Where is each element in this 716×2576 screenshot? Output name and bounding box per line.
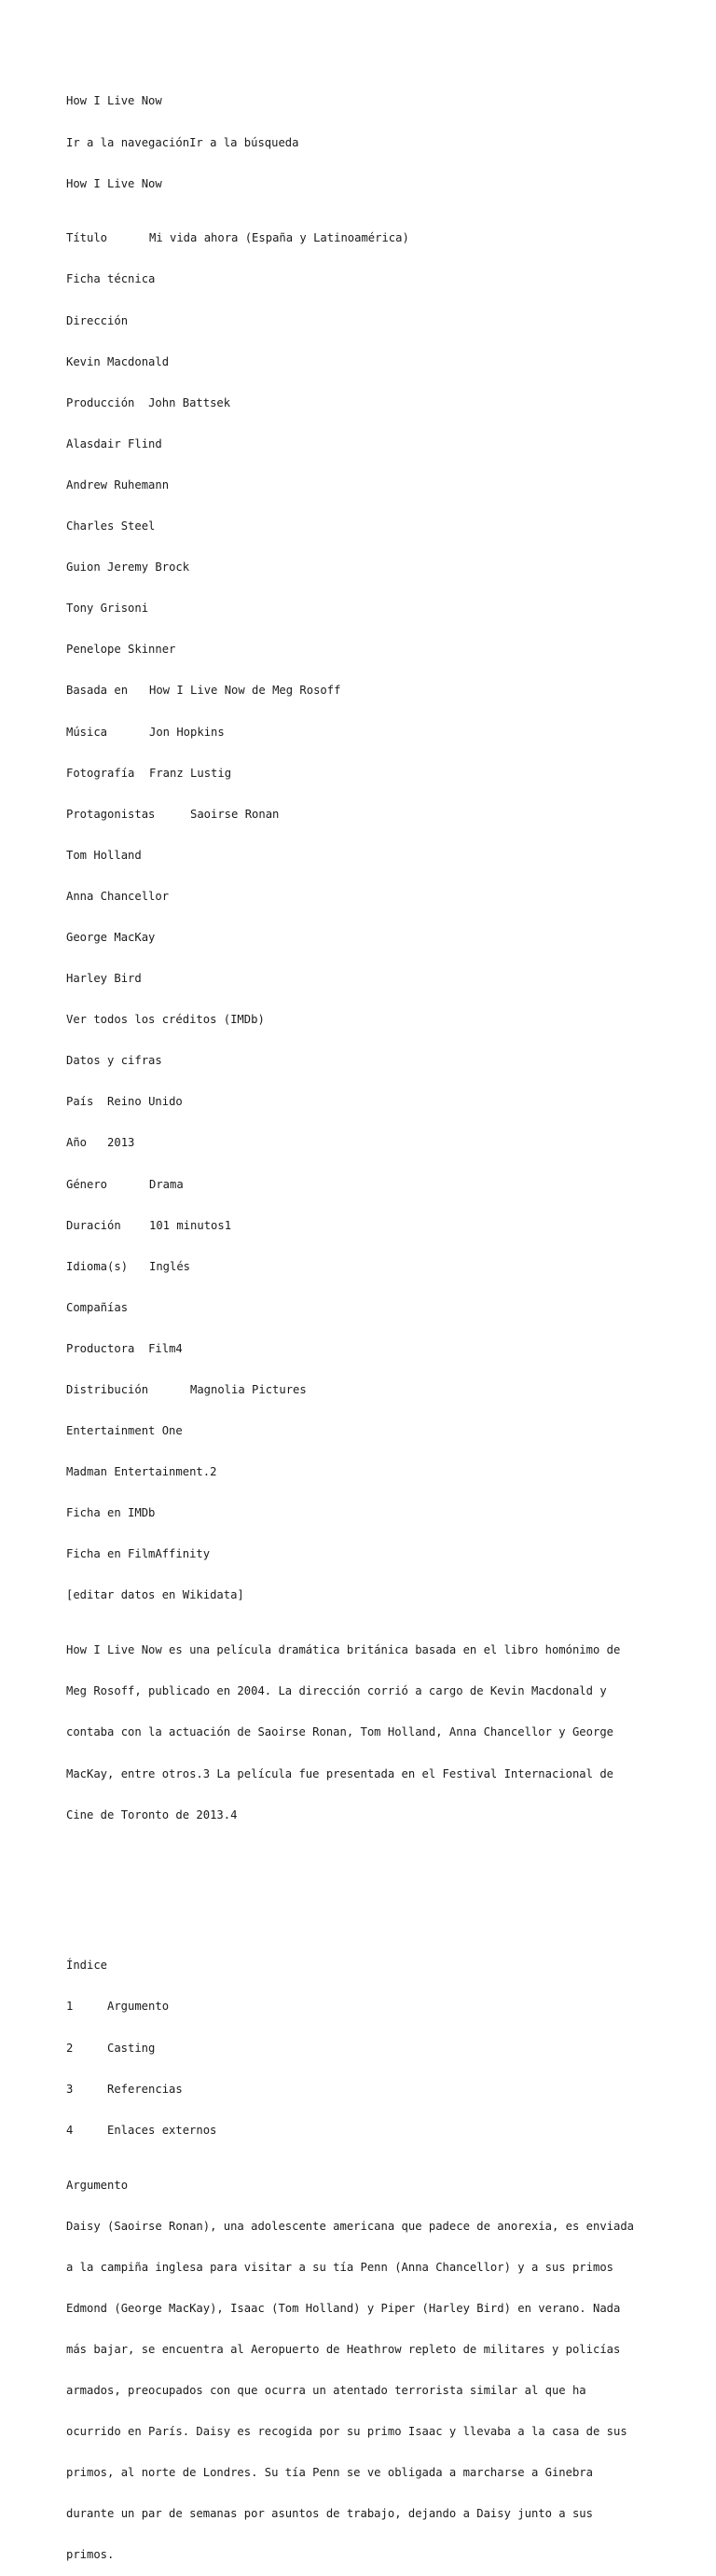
argumento-paragraph-line: ocurrido en París. Daisy es recogida por su primo Isaac y llevaba a la casa de sus <box>66 2425 627 2439</box>
guion-label: Guion <box>66 561 101 575</box>
page-title: How I Live Now <box>66 94 162 108</box>
toc-item-number: 1 <box>66 2000 74 2014</box>
infobox-row-basada-en <box>66 684 663 698</box>
infobox-row-guion <box>66 561 663 575</box>
intro-paragraph-line: contaba con la actuación de Saoirse Ronan, Tom Holland, Anna Chancellor y George <box>66 1725 613 1739</box>
produccion-item[interactable]: Andrew Ruhemann <box>66 478 170 492</box>
produccion-item[interactable]: Charles Steel <box>66 519 156 533</box>
basada-en-value[interactable]: How I Live Now de Meg Rosoff <box>149 684 341 698</box>
argumento-paragraph-line: primos. <box>66 2548 115 2562</box>
protagonista-item[interactable]: George MacKay <box>66 930 156 944</box>
protagonista-item[interactable]: Tom Holland <box>66 848 142 862</box>
section-heading-argumento: Argumento <box>66 2178 129 2192</box>
intro-paragraph-line: Meg Rosoff, publicado en 2004. La dirección corrió a cargo de Kevin Macdonald y <box>66 1684 607 1698</box>
toc-title: Índice <box>66 1959 108 1973</box>
intro-paragraph-line: How I Live Now es una película dramática británica basada en el libro homónimo de <box>66 1643 621 1657</box>
protagonistas-value[interactable]: Saoirse Ronan <box>190 807 280 821</box>
infobox-row-anio <box>66 1136 663 1150</box>
direccion-value[interactable]: Kevin Macdonald <box>66 354 170 368</box>
anio-value[interactable]: 2013 <box>107 1136 135 1150</box>
infobox-row-protagonistas <box>66 808 663 822</box>
productora-label: Productora <box>66 1341 135 1355</box>
basada-en-label: Basada en <box>66 684 129 698</box>
distribucion-item[interactable]: Madman Entertainment.2 <box>66 1465 217 1479</box>
argumento-paragraph-line: más bajar, se encuentra al Aeropuerto de Heathrow repleto de militares y policías <box>66 2342 621 2356</box>
infobox-row-distribucion <box>66 1383 663 1397</box>
editar-wikidata-link[interactable]: [editar datos en Wikidata] <box>66 1588 244 1602</box>
datos-cifras-heading: Datos y cifras <box>66 1054 162 1068</box>
duracion-value: 101 minutos1 <box>149 1218 232 1232</box>
toc-item-enlaces-externos[interactable] <box>66 2124 663 2138</box>
idioma-label: Idioma(s) <box>66 1259 129 1273</box>
infobox-row-pais <box>66 1095 663 1109</box>
toc-item-number: 2 <box>66 2041 74 2055</box>
pais-label: País <box>66 1095 94 1109</box>
titulo-value: Mi vida ahora (España y Latinoamérica) <box>149 231 409 245</box>
argumento-paragraph-line: Daisy (Saoirse Ronan), una adolescente americana que padece de anorexia, es enviada <box>66 2219 635 2233</box>
anio-label: Año <box>66 1136 88 1150</box>
idioma-value[interactable]: Inglés <box>149 1259 191 1273</box>
direccion-label: Dirección <box>66 313 129 327</box>
infobox-row-duracion <box>66 1219 663 1233</box>
fotografia-label: Fotografía <box>66 766 135 780</box>
productora-value[interactable]: Film4 <box>148 1341 183 1355</box>
produccion-item[interactable]: Alasdair Flind <box>66 436 162 450</box>
toc-item-referencias[interactable] <box>66 2083 663 2097</box>
guion-item[interactable]: Tony Grisoni <box>66 602 149 616</box>
guion-value[interactable]: Jeremy Brock <box>107 561 190 575</box>
toc-item-label[interactable]: Casting <box>107 2041 156 2055</box>
spacer <box>66 1904 663 1918</box>
argumento-paragraph-line: durante un par de semanas por asuntos de trabajo, dejando a Daisy junto a sus <box>66 2507 593 2521</box>
protagonista-item[interactable]: Anna Chancellor <box>66 889 170 903</box>
infobox-row-productora <box>66 1342 663 1356</box>
toc-item-casting[interactable] <box>66 2042 663 2056</box>
toc-item-argumento[interactable] <box>66 2000 663 2014</box>
toc-item-label[interactable]: Enlaces externos <box>107 2123 217 2137</box>
toc-item-label[interactable]: Argumento <box>107 2000 170 2014</box>
toc-item-number: 4 <box>66 2123 74 2137</box>
companias-heading: Compañías <box>66 1300 129 1314</box>
argumento-paragraph-line: a la campiña inglesa para visitar a su tía Penn (Anna Chancellor) y a sus primos <box>66 2260 613 2274</box>
distribucion-value[interactable]: Magnolia Pictures <box>190 1383 307 1397</box>
distribucion-label: Distribución <box>66 1383 149 1397</box>
pais-value[interactable]: Reino Unido <box>107 1095 183 1109</box>
toc-item-number: 3 <box>66 2082 74 2096</box>
infobox-row-fotografia <box>66 767 663 781</box>
duracion-label: Duración <box>66 1218 121 1232</box>
spacer <box>66 1863 663 1877</box>
produccion-label: Producción <box>66 395 135 409</box>
argumento-paragraph-line: Edmond (George MacKay), Isaac (Tom Holland) y Piper (Harley Bird) en verano. Nada <box>66 2301 621 2315</box>
ver-creditos-link[interactable]: Ver todos los créditos (IMDb) <box>66 1013 265 1027</box>
infobox-row-musica <box>66 726 663 740</box>
fotografia-value[interactable]: Franz Lustig <box>149 766 232 780</box>
genero-label: Género <box>66 1177 108 1191</box>
musica-value[interactable]: Jon Hopkins <box>149 725 225 739</box>
produccion-value[interactable]: John Battsek <box>148 395 231 409</box>
argumento-paragraph-line: primos, al norte de Londres. Su tía Penn se ve obligada a marcharse a Ginebra <box>66 2466 593 2480</box>
skip-links[interactable]: Ir a la navegaciónIr a la búsqueda <box>66 135 299 149</box>
toc-item-label[interactable]: Referencias <box>107 2082 183 2096</box>
argumento-paragraph-line: armados, preocupados con que ocurra un atentado terrorista similar al que ha <box>66 2383 586 2397</box>
infobox-row-titulo <box>66 231 663 245</box>
guion-item[interactable]: Penelope Skinner <box>66 643 176 657</box>
distribucion-item[interactable]: Entertainment One <box>66 1424 183 1438</box>
infobox-row-produccion <box>66 396 663 410</box>
infobox-row-genero <box>66 1178 663 1192</box>
ficha-filmaffinity-link[interactable]: Ficha en FilmAffinity <box>66 1547 211 1561</box>
ficha-tecnica-heading: Ficha técnica <box>66 272 156 286</box>
genero-value[interactable]: Drama <box>149 1177 184 1191</box>
infobox-title: How I Live Now <box>66 176 162 190</box>
ficha-imdb-link[interactable]: Ficha en IMDb <box>66 1506 156 1520</box>
musica-label: Música <box>66 725 108 739</box>
protagonista-item[interactable]: Harley Bird <box>66 972 142 986</box>
document-page <box>66 67 663 2576</box>
infobox-row-idioma <box>66 1260 663 1274</box>
titulo-label: Título <box>66 231 108 245</box>
intro-paragraph-line: Cine de Toronto de 2013.4 <box>66 1807 238 1821</box>
protagonistas-label: Protagonistas <box>66 807 156 821</box>
intro-paragraph-line: MacKay, entre otros.3 La película fue presentada en el Festival Internacional de <box>66 1766 613 1780</box>
